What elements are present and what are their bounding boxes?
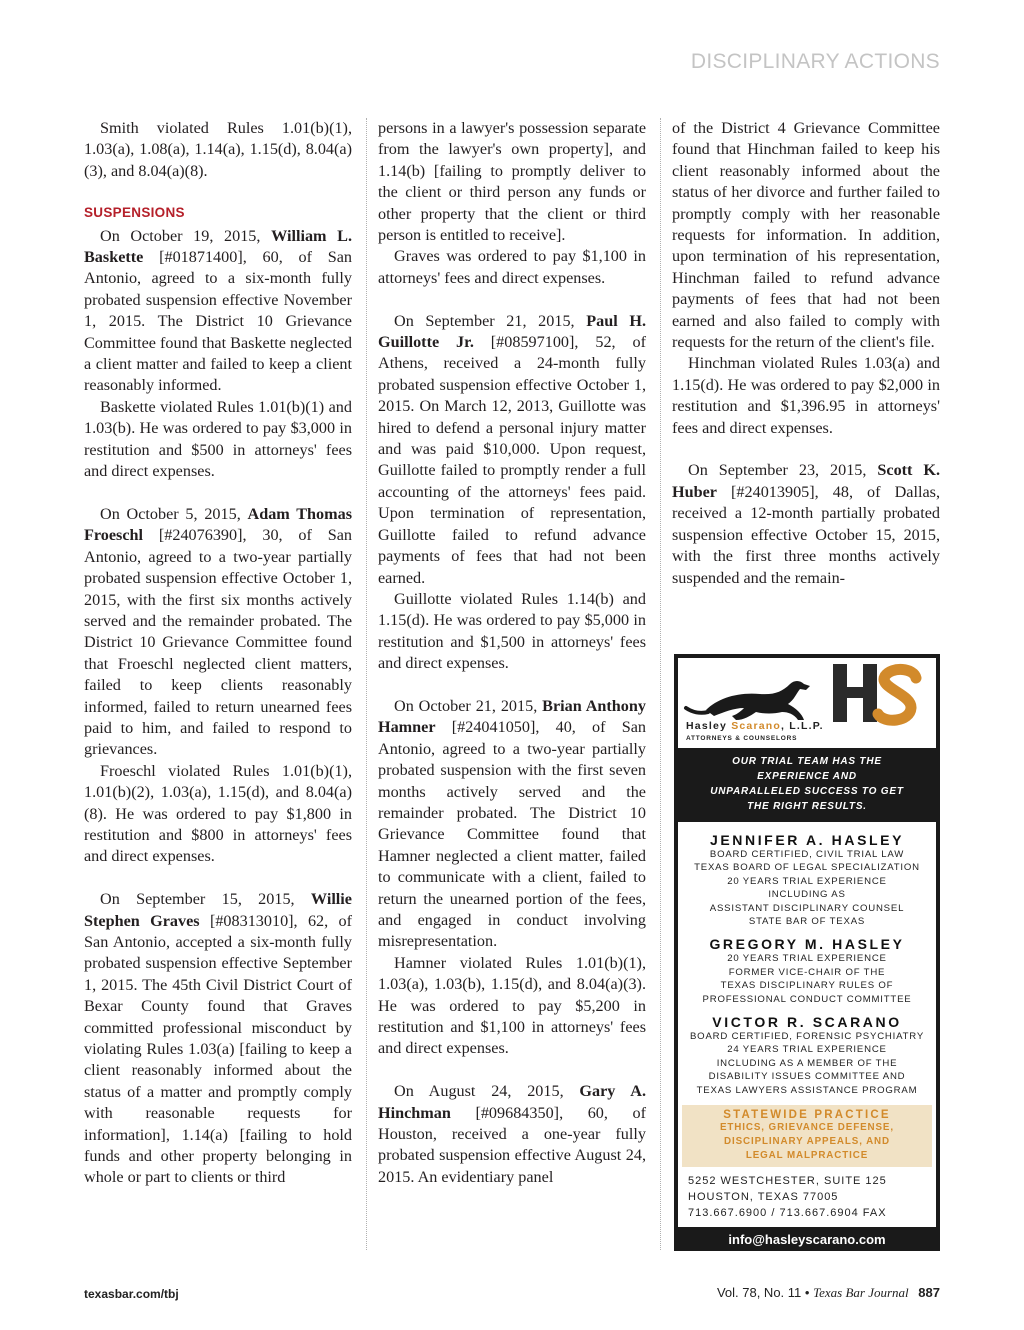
firm-address xyxy=(682,1167,932,1223)
attorney-block xyxy=(682,936,932,1006)
firm-name: Hasley Scarano, L.L.P. xyxy=(686,720,824,732)
credential-line: TEXAS BOARD OF LEGAL SPECIALIZATION xyxy=(694,862,920,874)
paragraph: Hamner violated Rules 1.01(b)(1), 1.03(a), 1.03(b), 1.15(d), and 8.04(a)(3). He was ordered to pay $5,200 in restitution and $1,100 in attorneys' fees and direct expenses. xyxy=(378,953,646,1058)
column-1 xyxy=(84,118,352,1189)
credential-line: 20 YEARS TRIAL EXPERIENCE xyxy=(727,953,887,965)
attorney-list xyxy=(678,822,936,1227)
volume-number: Vol. 78, No. 11 xyxy=(716,1285,802,1300)
column-2 xyxy=(378,118,646,1188)
phone-fax: 713.667.6900 / 713.667.6904 FAX xyxy=(688,1207,887,1220)
section-heading-suspensions: SUSPENSIONS xyxy=(84,205,185,221)
credential-line: ASSISTANT DISCIPLINARY COUNSEL xyxy=(709,902,905,914)
website-link[interactable]: www.hasleyscarano.com xyxy=(729,1249,885,1265)
practice-line: LEGAL MALPRACTICE xyxy=(745,1150,869,1162)
journal-title: Texas Bar Journal xyxy=(813,1285,909,1300)
footer-issue-info xyxy=(717,1285,940,1301)
credential-line: BOARD CERTIFIED, FORENSIC PSYCHIATRY xyxy=(689,1031,925,1043)
attorney-name: Gary A. Hinchman xyxy=(378,1082,647,1122)
attorney-name: JENNIFER A. HASLEY xyxy=(709,832,905,848)
credential-line: PROFESSIONAL CONDUCT COMMITTEE xyxy=(702,993,912,1005)
paragraph: Froeschl violated Rules 1.01(b)(1), 1.01(b)(2), 1.03(a), 1.15(d), and 8.04(a)(8). He was ordered to pay $1,800 in restitution and $800 in attorneys' fees and direct expenses. xyxy=(84,761,352,866)
credential-line: DISABILITY ISSUES COMMITTEE AND xyxy=(708,1071,906,1083)
credential-line: 20 YEARS TRIAL EXPERIENCE xyxy=(727,875,887,887)
credential-line: STATE BAR OF TEXAS xyxy=(748,916,866,928)
paragraph-baskette: On October 19, 2015, William L. Baskette [#01871400], 60, of San Antonio, agreed to a six-month fully probated suspension effective November 1, 2015. The District 10 Grievance Committee found that Baskette neglected a client matter and failed to keep a client reasonably informed. xyxy=(84,226,353,395)
paragraph: Baskette violated Rules 1.01(b)(1) and 1.03(b). He was ordered to pay $3,000 in restitution and $500 in attorneys' fees and direct expenses. xyxy=(84,397,352,481)
paragraph: of the District 4 Grievance Committee found that Hinchman failed to keep his client reasonably informed about the status of her divorce and further failed to promptly comply with her reasonable requests for information. In addition, upon termination of his representation, Hinchman failed to refund advance payments of fees that had not been earned and also failed to comply with requests for the return of the client's file. xyxy=(672,119,940,352)
practice-line: ETHICS, GRIEVANCE DEFENSE, xyxy=(719,1122,894,1134)
attorney-name: William L. Baskette xyxy=(84,226,353,267)
statewide-practice-box xyxy=(682,1105,932,1167)
attorney-name: Brian Anthony Hamner xyxy=(378,696,646,737)
attorney-name: Willie Stephen Graves xyxy=(84,890,352,930)
credential-line: TEXAS DISCIPLINARY RULES OF xyxy=(720,980,894,992)
tagline: OUR TRIAL TEAM HAS THE EXPERIENCE AND UNPARALLELED SUCCESS TO GET THE RIGHT RESULTS. xyxy=(710,756,904,812)
attorney-name: Scott K. Huber xyxy=(672,461,941,501)
column-divider xyxy=(660,118,661,1250)
credential-line: BOARD CERTIFIED, CIVIL TRIAL LAW xyxy=(709,849,905,860)
attorney-name: Paul H. Guillotte Jr. xyxy=(378,311,646,352)
paragraph: Smith violated Rules 1.01(b)(1), 1.03(a), 1.08(a), 1.14(a), 1.15(d), 8.04(a)(3), and 8.04(a)(8). xyxy=(84,119,352,180)
paragraph-froeschl: On October 5, 2015, Adam Thomas Froeschl [#24076390], 30, of San Antonio, agreed to a two-year partially probated suspension effective October 1, 2015, with the first six months actively served and the remainder probated. The District 10 Grievance Committee found that Froeschl neglected client matters, failed to keep clients reasonably informed, failed to return unearned fees paid to him, and failed to respond to grievances. xyxy=(84,504,353,759)
credential-line: TEXAS LAWYERS ASSISTANCE PROGRAM xyxy=(696,1084,918,1096)
credential-line: FORMER VICE-CHAIR OF THE xyxy=(728,966,886,978)
paragraph-graves: On September 15, 2015, Willie Stephen Graves [#08313010], 62, of San Antonio, accepted a six-month fully probated suspension effective September 1, 2015. The 45th Civil District Court of Bexar County found that Graves committed professional misconduct by violating Rules 1.03(a) [failing to keep a client reasonably informed about the status of a matter and promptly comply with reasonable requests for information], 1.14(a) [failing to hold funds and other property belonging in whole or part to clients or third xyxy=(84,890,353,1187)
attorney-name: GREGORY M. HASLEY xyxy=(709,936,905,953)
credential-line: INCLUDING AS A MEMBER OF THE xyxy=(716,1057,898,1069)
attorney-name: VICTOR R. SCARANO xyxy=(712,1014,902,1031)
footer-site-link[interactable]: texasbar.com/tbj xyxy=(84,1287,179,1301)
attorney-block xyxy=(682,1014,932,1097)
paragraph-guillotte: On September 21, 2015, Paul H. Guillotte Jr. [#08597100], 52, of Athens, received a 24-month fully probated suspension effective October 1, 2015. On March 12, 2013, Guillotte was hired to defend a personal injury matter and was paid $10,000. Upon request, Guillotte failed to promptly render a full accounting of the attorneys' fees paid. Upon termination of representation, Guillotte failed to refund advance payments of fees that had not been earned. xyxy=(378,311,646,587)
paragraph: Graves was ordered to pay $1,100 in attorneys' fees and direct expenses. xyxy=(378,247,646,287)
address-line: HOUSTON, TEXAS 77005 xyxy=(688,1191,839,1204)
column-3 xyxy=(672,118,940,589)
paragraph-huber: On September 23, 2015, Scott K. Huber [#24013905], 48, of Dallas, received a 12-month partially probated suspension effective October 15, 2015, with the first three months actively suspended and the remain- xyxy=(672,461,941,587)
credential-line: 24 YEARS TRIAL EXPERIENCE xyxy=(727,1044,887,1056)
credential-line: INCLUDING AS xyxy=(768,889,846,901)
law-firm-advertisement xyxy=(674,654,940,1265)
paragraph: Hinchman violated Rules 1.03(a) and 1.15(d). He was ordered to pay $2,000 in restitution and $1,396.95 in attorneys' fees and direct expenses. xyxy=(672,354,940,437)
firm-logo xyxy=(678,658,936,748)
address-line: 5252 WESTCHESTER, SUITE 125 xyxy=(688,1175,887,1188)
section-header: DISCIPLINARY ACTIONS xyxy=(690,50,940,73)
attorney-block xyxy=(682,832,932,928)
attorney-name: Adam Thomas Froeschl xyxy=(84,504,353,545)
bullet: • xyxy=(804,1285,810,1300)
statewide-title: STATEWIDE PRACTICE xyxy=(723,1109,891,1122)
paragraph: persons in a lawyer's possession separate from the lawyer's own property], and 1.14(b) [failing to promptly deliver to the client or third person any funds or other property that the client or third person is entitled to receive]. xyxy=(378,119,646,245)
paragraph: Guillotte violated Rules 1.14(b) and 1.15(d). He was ordered to pay $5,000 in restitution and $1,500 in attorneys' fees and direct expenses. xyxy=(378,589,646,673)
practice-line: DISCIPLINARY APPEALS, AND xyxy=(723,1136,891,1148)
firm-contact xyxy=(678,1227,936,1265)
firm-subtitle: ATTORNEYS & COUNSELORS xyxy=(686,735,798,742)
page-number: 887 xyxy=(918,1285,940,1300)
paragraph-hinchman: On August 24, 2015, Gary A. Hinchman [#09684350], 60, of Houston, received a one-year fully probated suspension effective August 24, 2015. An evidentiary panel xyxy=(378,1082,647,1186)
column-divider xyxy=(366,118,367,1250)
paragraph-hamner: On October 21, 2015, Brian Anthony Hamner [#24041050], 40, of San Antonio, agreed to a two-year partially probated suspension with the first seven months actively served and the remainder probated. The District 10 Grievance Committee found that Hamner neglected a client matter, failed to communicate with a client, failed to return the unearned portion of the fees, and engaged in conduct involving misrepresentation. xyxy=(378,696,647,951)
email-link[interactable]: info@hasleyscarano.com xyxy=(728,1232,886,1248)
